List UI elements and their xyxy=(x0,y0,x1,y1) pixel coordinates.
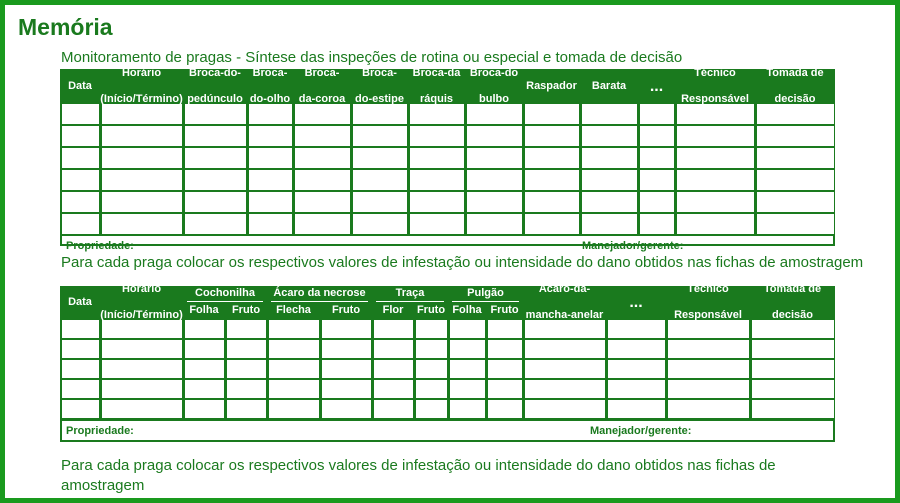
table-cell[interactable] xyxy=(752,320,834,338)
table-cell[interactable] xyxy=(752,340,834,358)
header-tomada xyxy=(755,66,835,105)
header-label-line-2: pedúnculo xyxy=(187,92,243,105)
table-cell[interactable] xyxy=(62,104,99,124)
instruction-note-1: Para cada praga colocar os respectivos valores de infestação ou intensidade do dano obtidos nas fichas de amostragem xyxy=(61,254,864,271)
table-cell[interactable] xyxy=(410,170,464,190)
header-label-line-1: ... xyxy=(649,77,664,95)
table-cell[interactable] xyxy=(185,170,246,190)
table-cell[interactable] xyxy=(752,360,834,378)
header-data xyxy=(60,286,100,318)
table-cell[interactable] xyxy=(185,380,224,398)
table-cell[interactable] xyxy=(227,360,266,378)
table-cell[interactable] xyxy=(185,126,246,146)
table-cell[interactable] xyxy=(185,104,246,124)
table-cell[interactable] xyxy=(102,340,182,358)
header-label-line-2: do-olho xyxy=(249,92,291,105)
table-cell[interactable] xyxy=(410,104,464,124)
table-cell[interactable] xyxy=(374,380,413,398)
table-cell[interactable] xyxy=(249,104,292,124)
header-ellipsis xyxy=(638,69,675,103)
header-label-line-2: da-coroa xyxy=(298,92,346,105)
table-cell[interactable] xyxy=(467,126,522,146)
header-acaro-mancha xyxy=(523,282,606,321)
header-label-line-1: Broca- xyxy=(362,66,397,79)
header-label-line-1: Técnico xyxy=(687,282,729,295)
table-cell[interactable] xyxy=(185,320,224,338)
table-cell[interactable] xyxy=(249,214,292,234)
table-cell[interactable] xyxy=(62,148,99,168)
header-label-line-2: (Início/Término) xyxy=(100,308,183,321)
subheader-cochonilha-folha: Folha xyxy=(189,303,219,316)
table-cell[interactable] xyxy=(185,148,246,168)
table-cell[interactable] xyxy=(353,148,407,168)
table-cell[interactable] xyxy=(668,380,749,398)
table-cell[interactable] xyxy=(249,126,292,146)
table-cell[interactable] xyxy=(525,400,605,418)
table-cell[interactable] xyxy=(374,360,413,378)
manager-label: Manejador/gerente: xyxy=(590,425,692,437)
table-cell[interactable] xyxy=(608,380,665,398)
inspection-summary-table xyxy=(60,66,835,252)
table-cell[interactable] xyxy=(185,340,224,358)
header-label-line-1: Ácaro-da- xyxy=(538,282,591,295)
table-cell[interactable] xyxy=(295,192,350,212)
table-cell[interactable] xyxy=(640,214,674,234)
table-cell[interactable] xyxy=(62,214,99,234)
header-horario xyxy=(100,282,183,321)
table-cell[interactable] xyxy=(757,192,834,212)
table-cell[interactable] xyxy=(582,192,637,212)
table-cell[interactable] xyxy=(322,320,371,338)
header-label-line-1: Data xyxy=(68,79,92,92)
table-cell[interactable] xyxy=(525,320,605,338)
table-cell[interactable] xyxy=(467,192,522,212)
table-cell[interactable] xyxy=(185,360,224,378)
subheader-traca-flor: Flor xyxy=(382,303,404,316)
header-label-line-2: decisão xyxy=(772,308,813,321)
group-header-pulgao: Pulgão xyxy=(467,286,504,299)
table-cell[interactable] xyxy=(757,126,834,146)
table-cell[interactable] xyxy=(269,380,319,398)
header-label-line-2: ráquis xyxy=(419,92,453,105)
header-horario xyxy=(100,66,183,105)
table-cell[interactable] xyxy=(102,148,182,168)
header-label-line-1: ... xyxy=(629,293,643,311)
table-cell[interactable] xyxy=(269,340,319,358)
table-cell[interactable] xyxy=(450,340,485,358)
table-cell[interactable] xyxy=(295,170,350,190)
header-label-line-1: Horário xyxy=(121,66,162,79)
header-label-line-1: Tomada de xyxy=(766,66,824,79)
header-barata xyxy=(580,69,638,103)
instruction-note-2-line-1: Para cada praga colocar os respectivos valores de infestação ou intensidade do dano obtidos nas fichas de xyxy=(61,457,776,474)
table-cell[interactable] xyxy=(416,340,447,358)
table-cell[interactable] xyxy=(185,400,224,418)
infestation-table xyxy=(60,282,835,442)
table-cell[interactable] xyxy=(410,148,464,168)
header-data xyxy=(60,69,100,103)
table-cell[interactable] xyxy=(295,214,350,234)
table-cell[interactable] xyxy=(249,148,292,168)
subheader-cochonilha-fruto: Fruto xyxy=(231,303,261,316)
header-label-line-1: Broca-do xyxy=(469,66,519,79)
table-cell[interactable] xyxy=(677,192,754,212)
header-label-line-1: Raspador xyxy=(526,79,577,92)
table-cell[interactable] xyxy=(752,400,834,418)
table-cell[interactable] xyxy=(525,380,605,398)
table-cell[interactable] xyxy=(416,320,447,338)
table-cell[interactable] xyxy=(450,320,485,338)
header-label-line-1: Broca-do- xyxy=(189,66,241,79)
header-label-line-1: Horário xyxy=(121,282,162,295)
table-cell[interactable] xyxy=(525,126,579,146)
subheader-traca-fruto: Fruto xyxy=(416,303,446,316)
header-label-line-2: do-estipe xyxy=(355,92,404,105)
header-broca-raquis xyxy=(408,66,465,105)
header-label-line-1: Broca-da xyxy=(412,66,461,79)
subheader-pulgao-folha: Folha xyxy=(452,303,482,316)
subheader-acaro-necrose-fruto: Fruto xyxy=(331,303,361,316)
table-cell[interactable] xyxy=(668,400,749,418)
table-cell[interactable] xyxy=(295,104,350,124)
header-label-line-2: decisão xyxy=(774,92,816,105)
table-cell[interactable] xyxy=(582,104,637,124)
table-cell[interactable] xyxy=(467,214,522,234)
table-cell[interactable] xyxy=(582,170,637,190)
table-cell[interactable] xyxy=(668,320,749,338)
subheader-acaro-necrose-flecha: Flecha xyxy=(276,303,311,316)
table-cell[interactable] xyxy=(677,214,754,234)
table-cell[interactable] xyxy=(677,170,754,190)
instruction-note-2-line-2: amostragem xyxy=(61,477,145,494)
table-cell[interactable] xyxy=(249,192,292,212)
table-cell[interactable] xyxy=(582,148,637,168)
table-footer xyxy=(62,236,833,252)
header-broca-olho xyxy=(247,66,293,105)
page-title: Memória xyxy=(18,14,113,40)
table-cell[interactable] xyxy=(102,360,182,378)
header-label-line-2: Responsável xyxy=(674,308,742,321)
table-cell[interactable] xyxy=(450,380,485,398)
table-cell[interactable] xyxy=(488,400,522,418)
table-cell[interactable] xyxy=(525,360,605,378)
table-cell[interactable] xyxy=(102,126,182,146)
table-cell[interactable] xyxy=(608,320,665,338)
table-cell[interactable] xyxy=(757,148,834,168)
table-cell[interactable] xyxy=(322,380,371,398)
table-cell[interactable] xyxy=(353,192,407,212)
table-cell[interactable] xyxy=(102,170,182,190)
table-cell[interactable] xyxy=(488,360,522,378)
table-cell[interactable] xyxy=(677,126,754,146)
table-cell[interactable] xyxy=(488,340,522,358)
table-cell[interactable] xyxy=(450,400,485,418)
header-broca-coroa xyxy=(293,66,351,105)
table-cell[interactable] xyxy=(525,170,579,190)
table-cell[interactable] xyxy=(757,214,834,234)
table-cell[interactable] xyxy=(295,126,350,146)
header-label-line-1: Broca- xyxy=(304,66,340,79)
table-cell[interactable] xyxy=(227,380,266,398)
table-cell[interactable] xyxy=(374,320,413,338)
table-cell[interactable] xyxy=(353,214,407,234)
table-cell[interactable] xyxy=(102,214,182,234)
manager-label: Manejador/gerente: xyxy=(582,240,684,252)
table-cell[interactable] xyxy=(582,214,637,234)
table-cell[interactable] xyxy=(269,400,319,418)
table-cell[interactable] xyxy=(322,360,371,378)
table-cell[interactable] xyxy=(410,126,464,146)
table-cell[interactable] xyxy=(640,170,674,190)
table-cell[interactable] xyxy=(102,380,182,398)
table-cell[interactable] xyxy=(62,380,99,398)
table-cell[interactable] xyxy=(322,400,371,418)
table-cell[interactable] xyxy=(269,360,319,378)
table-cell[interactable] xyxy=(410,214,464,234)
table-cell[interactable] xyxy=(185,192,246,212)
table-cell[interactable] xyxy=(525,340,605,358)
table-cell[interactable] xyxy=(668,360,749,378)
header-label-line-2: mancha-anelar xyxy=(525,308,604,321)
table-cell[interactable] xyxy=(102,400,182,418)
table-cell[interactable] xyxy=(416,380,447,398)
header-tomada xyxy=(750,282,835,321)
group-header-traca: Traça xyxy=(395,286,425,299)
table-cell[interactable] xyxy=(608,400,665,418)
table-cell[interactable] xyxy=(374,400,413,418)
table-cell[interactable] xyxy=(62,192,99,212)
header-label-line-2: Responsável xyxy=(681,92,749,105)
header-label-line-1: Data xyxy=(68,295,92,308)
table-cell[interactable] xyxy=(62,400,99,418)
table-cell[interactable] xyxy=(467,148,522,168)
table-cell[interactable] xyxy=(227,320,266,338)
table-cell[interactable] xyxy=(353,104,407,124)
table-cell[interactable] xyxy=(640,104,674,124)
property-label: Propriedade: xyxy=(66,425,134,437)
table-cell[interactable] xyxy=(450,360,485,378)
header-tecnico xyxy=(675,66,755,105)
table-cell[interactable] xyxy=(525,192,579,212)
table-cell[interactable] xyxy=(640,148,674,168)
instruction-note-2 xyxy=(61,456,776,496)
header-label-line-1: Broca- xyxy=(252,66,288,79)
table-cell[interactable] xyxy=(757,104,834,124)
table-cell[interactable] xyxy=(488,380,522,398)
form-subtitle: Monitoramento de pragas - Síntese das inspeções de rotina ou especial e tomada de decisão xyxy=(61,49,683,66)
header-label-line-1: Barata xyxy=(591,79,627,92)
table-cell[interactable] xyxy=(227,340,266,358)
table-cell[interactable] xyxy=(416,360,447,378)
table-cell[interactable] xyxy=(668,340,749,358)
table-footer xyxy=(62,421,833,440)
header-label-line-2: (Início/Término) xyxy=(100,92,183,105)
table-cell[interactable] xyxy=(102,320,182,338)
table-cell[interactable] xyxy=(488,320,522,338)
table-cell[interactable] xyxy=(102,104,182,124)
property-label: Propriedade: xyxy=(66,240,134,252)
table-cell[interactable] xyxy=(102,192,182,212)
table-cell[interactable] xyxy=(757,170,834,190)
table-cell[interactable] xyxy=(353,126,407,146)
table-cell[interactable] xyxy=(62,360,99,378)
table-cell[interactable] xyxy=(62,126,99,146)
table-cell[interactable] xyxy=(640,192,674,212)
table-cell[interactable] xyxy=(677,104,754,124)
table-cell[interactable] xyxy=(416,400,447,418)
table-cell[interactable] xyxy=(608,340,665,358)
table-cell[interactable] xyxy=(62,340,99,358)
header-label-line-1: Tomada de xyxy=(763,282,822,295)
table-cell[interactable] xyxy=(227,400,266,418)
header-broca-estipe xyxy=(351,66,408,105)
table-cell[interactable] xyxy=(353,170,407,190)
header-broca-pedunculo xyxy=(183,66,247,105)
table-cell[interactable] xyxy=(525,148,579,168)
table-cell[interactable] xyxy=(467,170,522,190)
table-cell[interactable] xyxy=(185,214,246,234)
table-cell[interactable] xyxy=(582,126,637,146)
table-cell[interactable] xyxy=(525,214,579,234)
header-label-line-2: bulbo xyxy=(479,92,509,105)
header-label-line-1: Técnico xyxy=(694,66,736,79)
table-cell[interactable] xyxy=(608,360,665,378)
table-cell[interactable] xyxy=(62,320,99,338)
table-cell[interactable] xyxy=(677,148,754,168)
table-cell[interactable] xyxy=(295,148,350,168)
header-ellipsis xyxy=(606,286,666,318)
group-header-acaro-necrose: Ácaro da necrose xyxy=(273,286,366,299)
table-cell[interactable] xyxy=(322,340,371,358)
table-cell[interactable] xyxy=(410,192,464,212)
table-cell[interactable] xyxy=(374,340,413,358)
header-tecnico xyxy=(666,282,750,321)
table-cell[interactable] xyxy=(752,380,834,398)
header-broca-bulbo xyxy=(465,66,523,105)
table-cell[interactable] xyxy=(525,104,579,124)
table-cell[interactable] xyxy=(62,170,99,190)
table-cell[interactable] xyxy=(249,170,292,190)
subheader-pulgao-fruto: Fruto xyxy=(490,303,519,316)
group-header-cochonilha: Cochonilha xyxy=(195,286,255,299)
table-cell[interactable] xyxy=(467,104,522,124)
table-cell[interactable] xyxy=(640,126,674,146)
header-raspador xyxy=(523,69,580,103)
table-cell[interactable] xyxy=(269,320,319,338)
